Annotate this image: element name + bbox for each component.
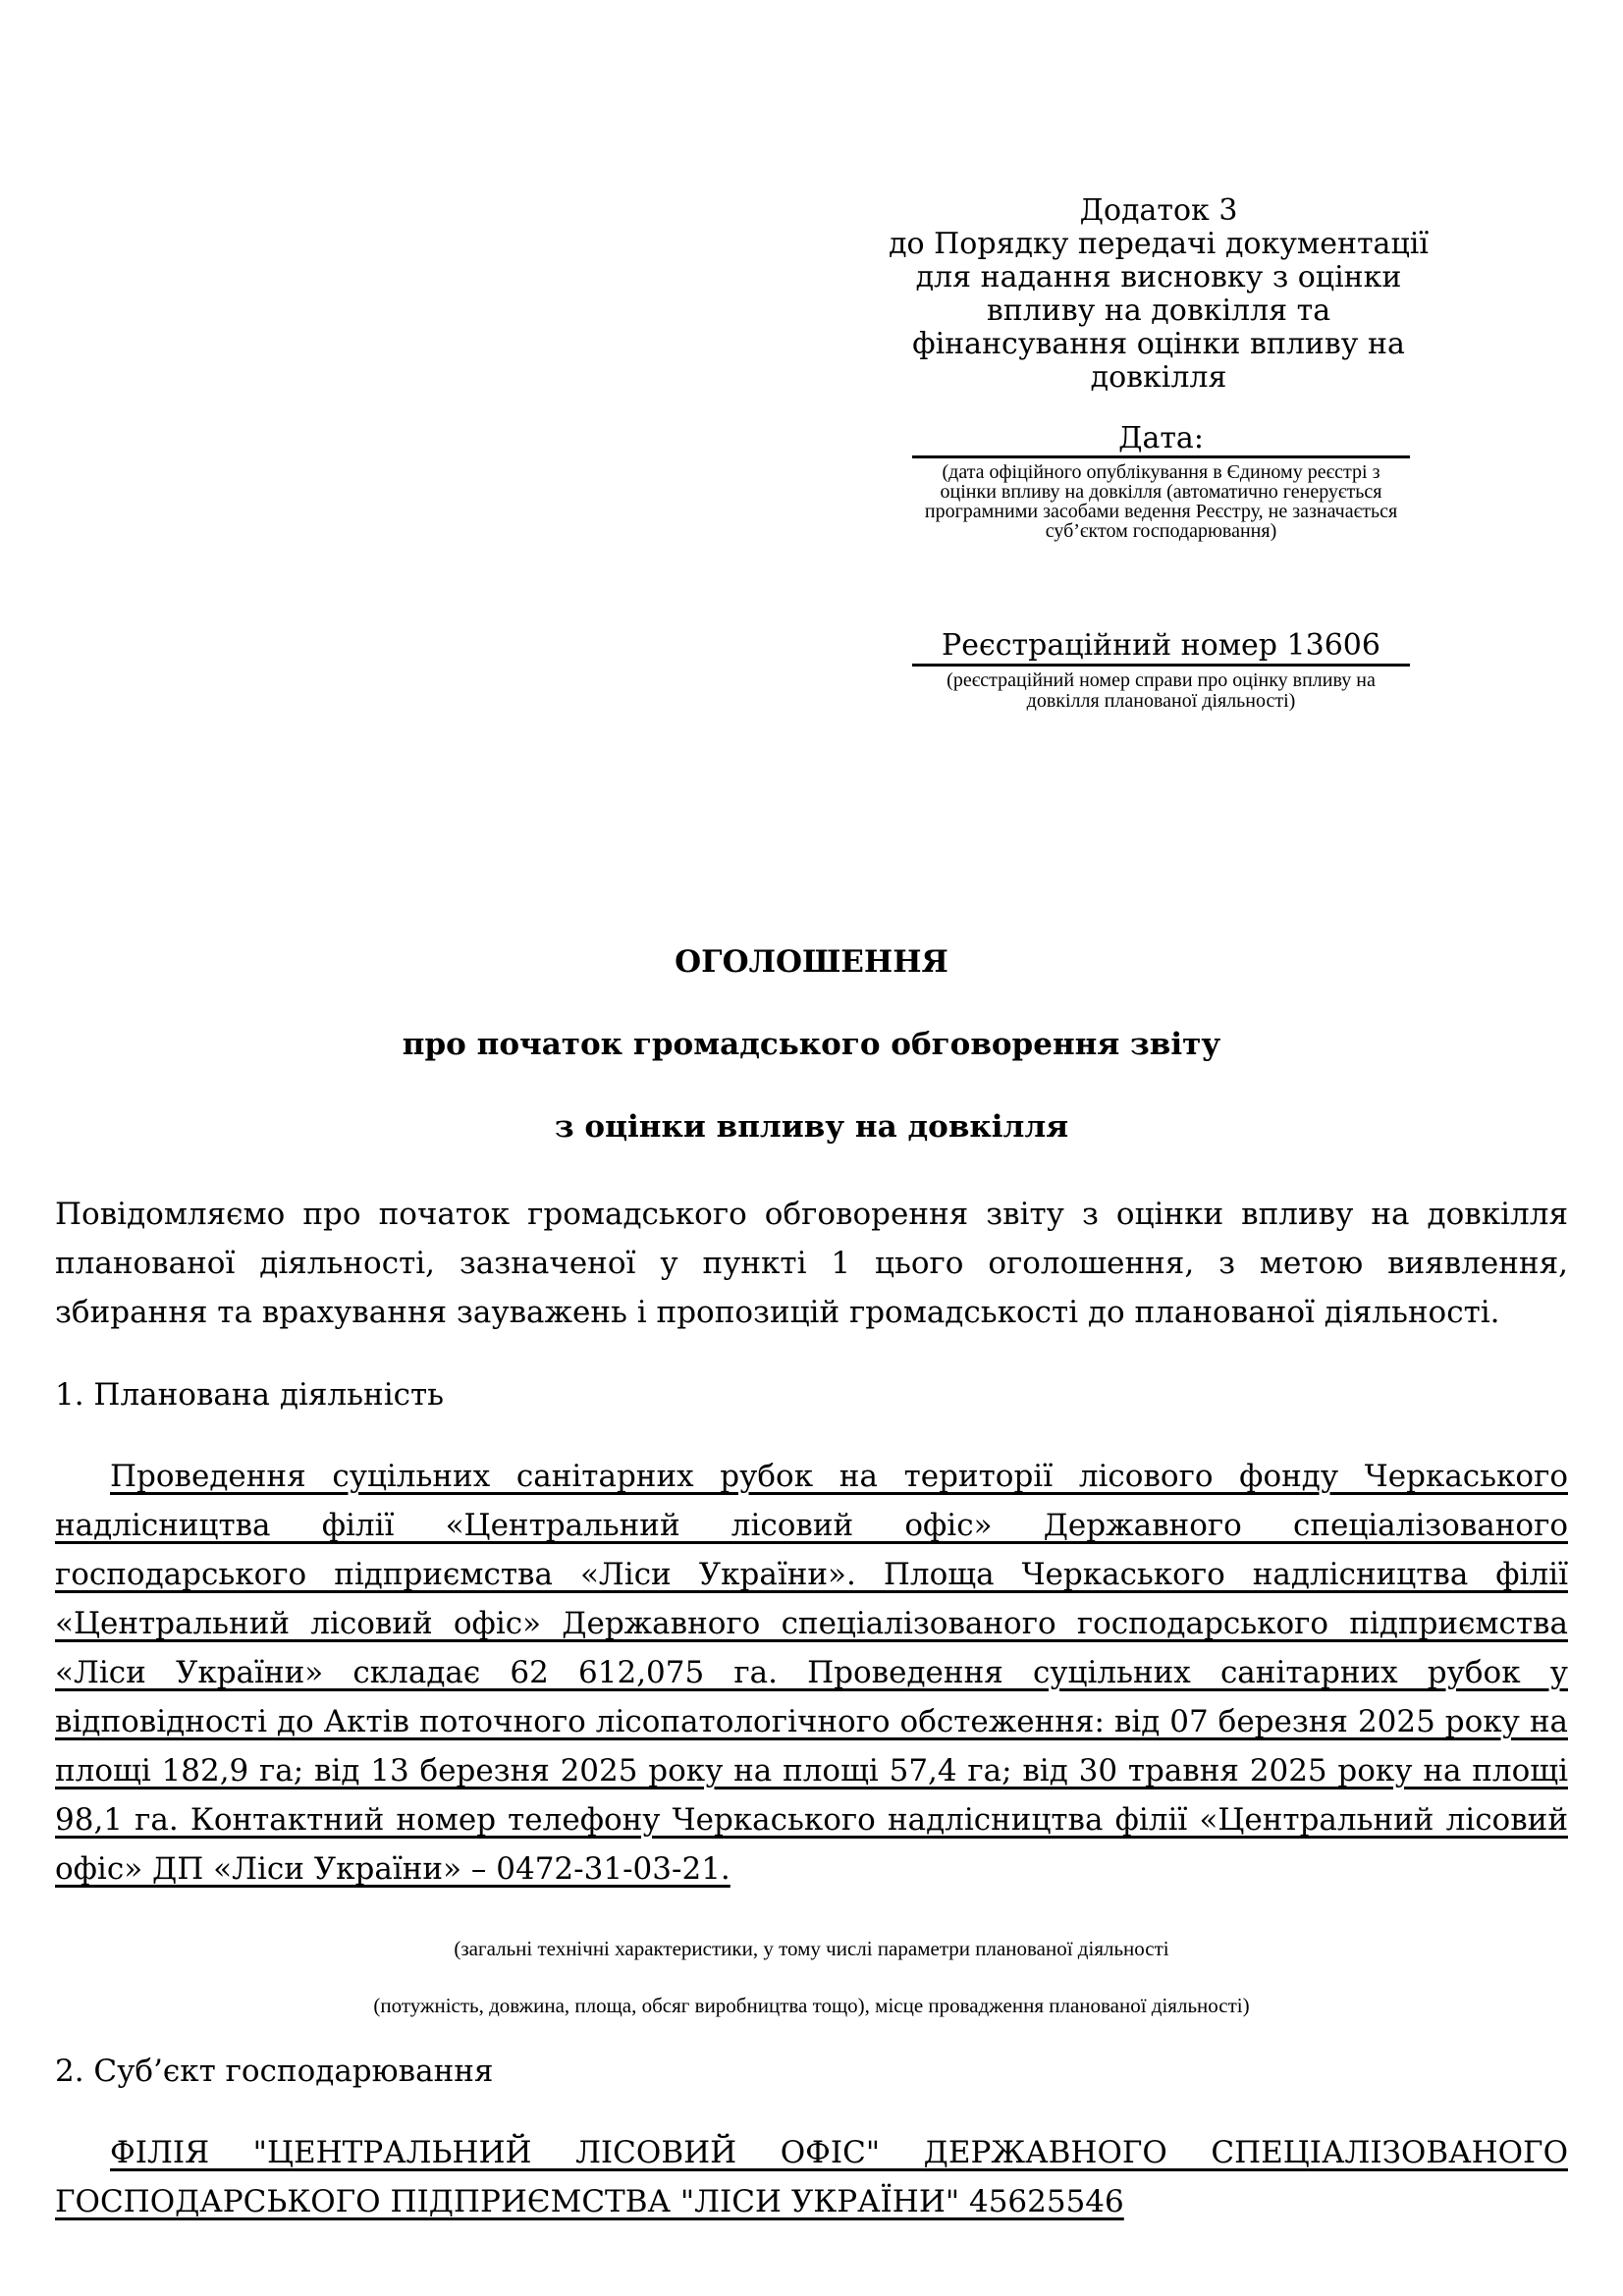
announcement-subtitle: про початок громадського обговорення звіту (402, 1027, 1221, 1062)
registration-block (912, 628, 1410, 712)
section-1-caption-line-2: (потужність, довжина, площа, обсяг виробництва тощо), місце провадження планованої діяльності) (373, 1994, 1250, 2017)
section-1-body (55, 1452, 1568, 1894)
section-1-caption-line-1: (загальні технічні характеристики, у тому числі параметри планованої діяльності (454, 1937, 1169, 1960)
annex-line: фінансування оцінки впливу на (912, 327, 1405, 361)
business-entity-name: ФІЛІЯ "ЦЕНТРАЛЬНИЙ ЛІСОВИЙ ОФІС" ДЕРЖАВНОГО СПЕЦІАЛІЗОВАНОГО ГОСПОДАРСЬКОГО ПІДПРИЄМСТВА "ЛІСИ УКРАЇНИ" 45625546 (55, 2135, 1568, 2219)
annex-line: довкілля (1090, 360, 1227, 395)
section-2-body (55, 2128, 1568, 2226)
section-1-heading: 1. Планована діяльність (55, 1377, 444, 1413)
registration-number: Реєстраційний номер 13606 (912, 628, 1410, 667)
intro-paragraph: Повідомляємо про початок громадського обговорення звіту з оцінки впливу на довкілля планованої діяльності, зазначеної у пункті 1 цього оголошення, з метою виявлення, збирання та врахування зауважень і пропозицій громадськості до планованої діяльності. (55, 1197, 1568, 1330)
date-label: Дата: (912, 422, 1410, 458)
announcement-title: ОГОЛОШЕННЯ (675, 944, 948, 980)
registration-note: (реєстраційний номер справи про оцінку впливу на довкілля планованої діяльності) (947, 669, 1376, 712)
planned-activity-description: Проведення суцільних санітарних рубок на території лісового фонду Черкаського надлісництва філії «Центральний лісовий офіс» Державного спеціалізованого господарського підприємства «Ліси України». Площа Черкаського надлісництва філії «Центральний лісовий офіс» Державного спеціалізованого господарського підприємства «Ліси України» складає 62 612,075 га. Проведення суцільних санітарних рубок у відповідності до Актів поточного лісопатологічного обстеження: від 07 березня 2025 року на площі 182,9 га; від 13 березня 2025 року на площі 57,4 га; від 30 травня 2025 року на площі 98,1 га. Контактний номер телефону Черкаського надлісництва філії «Центральний лісовий офіс» ДП «Ліси України» – 0472-31-03-21. (55, 1459, 1568, 1887)
date-note: (дата офіційного опублікування в Єдиному реєстрі з оцінки впливу на довкілля (автоматично генерується програмними засобами ведення Реєстру, не зазначається суб’єктом господарювання) (924, 461, 1398, 542)
section-2-heading: 2. Суб’єкт господарювання (55, 2054, 494, 2089)
annex-header (844, 194, 1473, 395)
annex-line: до Порядку передачі документації (889, 227, 1429, 261)
annex-line: впливу на довкілля та (986, 294, 1331, 328)
annex-line: для надання висновку з оцінки (915, 260, 1402, 294)
publication-date-block (912, 422, 1410, 541)
annex-line: Додаток 3 (1079, 193, 1238, 228)
announcement-subtitle-2: з оцінки впливу на довкілля (554, 1109, 1069, 1145)
